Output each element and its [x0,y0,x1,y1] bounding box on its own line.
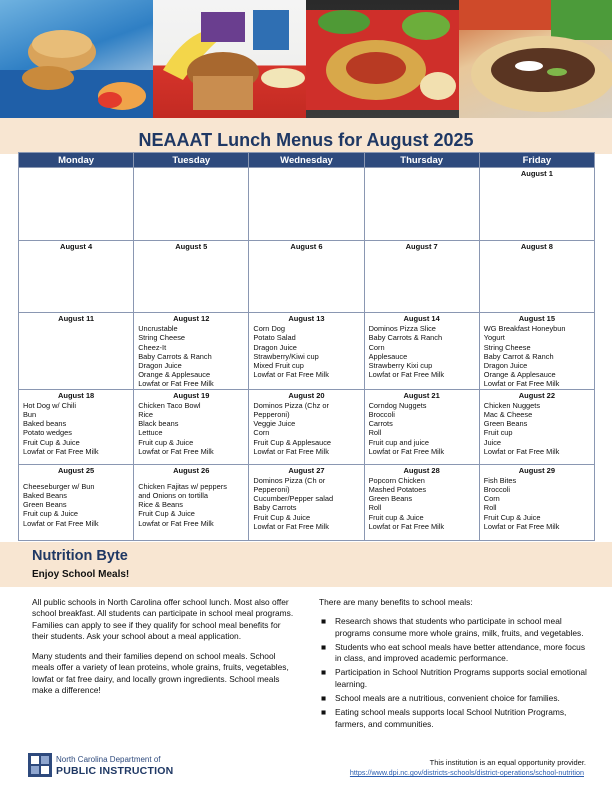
menu-item: Fruit cup & Juice [368,512,424,522]
bullet-icon: ■ [321,667,327,678]
menu-item: Corn [253,428,270,438]
nutrition-paragraph: All public schools in North Carolina offer school lunch. Most also offer school breakfast. All students can participate in school meal programs. Families can apply to see if they qualify for school meal benefits for their students. Ask your school about a meal application. [32,597,294,641]
nutrition-paragraph: Many students and their families depend on school meals. School meals offer a variety of lean proteins, whole grains, fruits, vegetables, lowfat or fat free dairy, and locally grown ingredients. School meals make a difference! [32,651,289,696]
week-row [19,389,595,464]
menu-item: Lowfat or Fat Free Milk [368,446,445,456]
date-label: August 6 [290,242,323,251]
menu-item: Mac & Cheese [483,410,533,420]
day-cell [19,168,134,241]
day-header: Monday [19,153,134,168]
day-header: Thursday [364,153,479,168]
menu-item: Lowfat or Fat Free Milk [253,446,329,456]
date-label: August 15 [518,314,555,323]
day-cell [364,389,479,464]
menu-item: Fruit Cup & Juice [253,512,311,522]
day-header: Tuesday [134,153,249,168]
date-label: August 11 [58,314,95,323]
day-cell [19,389,134,464]
menu-item: Chicken Taco Bowl [138,400,201,410]
menu-item: Potato wedges [23,428,72,438]
week-row [19,241,595,313]
date-label: August 28 [403,465,440,475]
menu-item: Potato Salad [253,333,296,343]
menu-item: Lowfat or Fat Free Milk [253,370,329,380]
date-label: August 8 [520,242,553,251]
day-cell [479,313,594,390]
benefit-text: Research shows that students who participate in school meal programs consume more whole grains, milk, fruits, and vegetables. [335,616,584,638]
menu-item: Strawberry/Kiwi cup [253,351,319,361]
day-header: Wednesday [249,153,364,168]
day-cell [134,464,249,540]
menu-item: Corn Dog [253,324,286,334]
day-cell [249,168,364,241]
date-label: August 20 [288,390,325,400]
menu-item: Fruit cup & Juice [138,437,194,447]
benefit-text: Eating school meals supports local School Nutrition Programs, farmers, and communities. [335,707,567,729]
benefit-text: School meals are a nutritious, convenient choice for families. [335,693,560,704]
menu-item: Baked Beans [23,491,67,501]
menu-item: Lowfat or Fat Free Milk [483,446,560,456]
benefits-intro: There are many benefits to school meals: [319,597,473,607]
photo-banner [0,0,612,118]
benefit-text: Students who eat school meals have better attendance, more focus in class, and improved academic performance. [335,641,586,664]
menu-item: Popcorn Chicken [368,475,425,485]
benefits-list [319,616,591,730]
day-cell [134,241,249,313]
day-cell [249,464,364,540]
menu-item: Baked beans [23,419,67,429]
date-label: August 26 [173,465,210,475]
date-label: August 13 [288,314,325,323]
date-label: August 7 [405,242,438,251]
benefit-item [319,707,591,730]
day-cell [364,241,479,313]
date-label: August 14 [403,314,440,323]
menu-item: Lowfat or Fat Free Milk [368,370,445,380]
equal-opportunity-statement: This institution is an equal opportunity provider. [429,758,586,767]
menu-item: Roll [368,428,382,438]
menu-item: Dragon Juice [253,342,297,352]
menu-item: Juice [483,437,502,447]
date-label: August 5 [175,242,208,251]
day-cell [364,464,479,540]
menu-item: Pepperoni) [253,485,290,495]
menu-item: Fruit cup and juice [368,437,429,447]
menu-item: Cucumber/Pepper salad [253,494,334,504]
benefit-item [319,693,591,704]
week-row [19,168,595,241]
day-cell [19,464,134,540]
menu-item: Corndog Nuggets [368,400,427,410]
week-row [19,313,595,390]
menu-item: Green Beans [23,500,67,510]
menu-item: Fruit Cup & Juice [23,437,80,447]
menu-item: Dominos Pizza (Ch or [253,475,326,485]
menu-item: Dragon Juice [483,361,528,371]
menu-item: Lowfat or Fat Free Milk [23,518,99,528]
menu-item: Green Beans [368,494,413,504]
bullet-icon: ■ [321,616,327,627]
menu-item: Fruit Cup & Juice [483,512,541,522]
day-cell [19,313,134,390]
bullet-icon: ■ [321,707,327,718]
menu-item: Lowfat or Fat Free Milk [138,446,214,456]
menu-item: Bun [23,410,37,420]
menu-item: Veggie Juice [253,419,296,429]
menu-item: Fish Bites [483,475,517,485]
menu-item: Corn [368,342,385,352]
menu-item: Lowfat or Fat Free Milk [138,518,214,528]
day-cell [479,389,594,464]
date-label: August 25 [57,465,95,475]
date-label: August 21 [403,390,440,400]
date-label: August 27 [288,465,325,475]
menu-item: Applesauce [368,351,408,361]
date-label: August 22 [518,390,555,400]
menu-item: Lowfat or Fat Free Milk [23,446,99,456]
logo-line-1: North Carolina Department of [56,755,161,764]
menu-item: Broccoli [368,410,395,420]
day-cell [249,313,364,390]
date-label: August 1 [520,169,553,178]
menu-item: Baby Carrots & Ranch [368,333,443,343]
weekday-header-row [19,153,595,168]
date-label: August 19 [173,390,210,400]
benefit-text: Participation in School Nutrition Programs supports social emotional learning. [335,667,587,689]
menu-item: and Onions on tortilla [138,491,209,501]
menu-item: Fruit cup & Juice [23,509,79,519]
nutrition-subtitle: Enjoy School Meals! [32,569,130,580]
date-label: August 12 [173,314,210,323]
menu-calendar [18,152,595,541]
bullet-icon: ■ [321,641,327,652]
day-cell [364,168,479,241]
menu-item: Mixed Fruit cup [253,361,304,371]
menu-item: Chicken Nuggets [483,400,541,410]
day-cell [249,389,364,464]
menu-item: Hot Dog w/ Chili [23,400,76,410]
day-cell [249,241,364,313]
day-header: Friday [479,153,594,168]
menu-item: Lowfat or Fat Free Milk [483,379,560,389]
nutrition-left-column [32,597,294,705]
date-label: August 4 [60,242,93,251]
day-cell [364,313,479,390]
menu-item: Black beans [138,419,179,429]
menu-item: Orange & Applesauce [138,370,211,380]
menu-item: Rice [138,410,153,420]
menu-item: Lowfat or Fat Free Milk [253,521,329,531]
benefit-item [319,667,591,690]
menu-item: Broccoli [483,485,511,495]
menu-item: Roll [483,503,497,513]
menu-item: Chicken Fajitas w/ peppers [138,481,227,491]
menu-item: Fruit cup [483,428,513,438]
day-cell [134,389,249,464]
day-cell [479,241,594,313]
menu-item: Green Beans [483,419,528,429]
menu-item: Dragon Juice [138,361,182,371]
menu-item: Lowfat or Fat Free Milk [368,521,445,531]
page-title: NEAAAT Lunch Menus for August 2025 [138,130,474,150]
menu-item: Rice & Beans [138,500,183,510]
date-label: August 18 [57,390,95,400]
menu-item: Roll [368,503,382,513]
spaghetti-salad-tray-photo [306,0,459,118]
menu-item: Fruit Cup & Applesauce [253,437,332,447]
menu-item: Cheeseburger w/ Bun [23,481,95,491]
menu-item: WG Breakfast Honeybun [483,324,566,334]
ncdpi-logo [28,753,188,781]
menu-item: Baby Carrots & Ranch [138,351,212,361]
week-row [19,464,595,540]
menu-item: Lowfat or Fat Free Milk [138,379,214,389]
menu-item: Yogurt [483,333,505,343]
muffin-banana-milk-tray-photo [153,0,306,118]
logo-line-2: PUBLIC INSTRUCTION [56,765,174,777]
nutrition-right-column [319,597,591,733]
menu-item: Cheez-It [138,342,167,352]
nutrition-title: Nutrition Byte [32,548,128,564]
day-cell [134,313,249,390]
menu-item: Mashed Potatoes [368,485,427,495]
menu-item: Baby Carrots [253,503,297,513]
menu-item: Dominos Pizza Slice [368,324,436,334]
benefit-item [319,642,591,665]
menu-item: Orange & Applesauce [483,370,556,380]
menu-item: Lowfat or Fat Free Milk [483,521,560,531]
day-cell [134,168,249,241]
menu-item: String Cheese [483,342,531,352]
menu-item: String Cheese [138,333,186,343]
day-cell [479,464,594,540]
menu-item: Dominos Pizza (Chz or [253,400,329,410]
menu-item: Corn [483,494,500,504]
biscuit-chicken-tray-photo [0,0,153,118]
ncdpi-logo-icon [28,753,52,777]
taco-tray-photo [459,0,612,118]
date-label: August 29 [518,465,555,475]
day-cell [19,241,134,313]
benefit-item [319,616,591,639]
menu-item: Strawberry Kixi cup [368,361,433,371]
day-cell [479,168,594,241]
menu-item: Carrots [368,419,393,429]
menu-item: Lettuce [138,428,163,438]
school-nutrition-link[interactable]: https://www.dpi.nc.gov/districts-schools/district-operations/school-nutrition [349,768,584,777]
menu-item: Uncrustable [138,324,178,334]
menu-item: Fruit Cup & Juice [138,509,195,519]
bullet-icon: ■ [321,693,327,704]
menu-item: Baby Carrot & Ranch [483,351,554,361]
menu-item: Pepperoni) [253,410,290,420]
